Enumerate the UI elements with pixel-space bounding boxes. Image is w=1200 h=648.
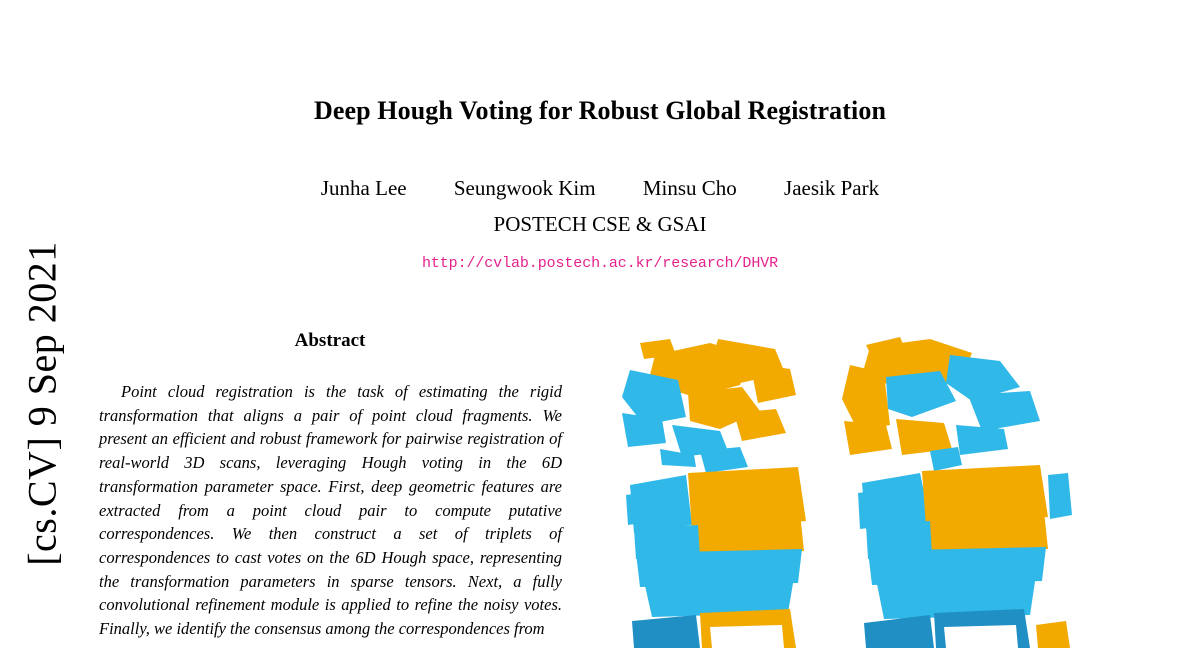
abstract-text: Point cloud registration is the task of estimating the rigid transformation that aligns a pair of point cloud fragments. We present an efficient and robust framework for pairwise registration of real-world 3D scans, leveraging Hough voting in the 6D transformation parameter space. First, deep geometric features are extracted from a point cloud pair to compute putative correspondences. We then construct a set of triplets of correspondences to cast votes on the 6D Hough space, representing the transformation parameters in sparse tensors. Next, a fully convolutional refinement module is applied to refine the noisy votes. Finally, we identify the consensus among the correspondences from: [99, 382, 562, 639]
author: Seungwook Kim: [453, 176, 596, 200]
panel-middle-right-scan: [858, 465, 1072, 619]
abstract-heading: Abstract: [294, 330, 366, 351]
arxiv-stamp: [cs.CV] 9 Sep 2021: [19, 241, 65, 566]
affiliation: POSTECH CSE & GSAI: [493, 212, 707, 236]
page-title: Deep Hough Voting for Robust Global Registration: [313, 96, 887, 125]
panel-middle-left-scan: [626, 467, 806, 617]
author: Jaesik Park: [784, 176, 880, 200]
author: Junha Lee: [320, 176, 407, 200]
project-url-link[interactable]: http://cvlab.postech.ac.kr/research/DHVR: [421, 255, 779, 272]
teaser-figure-svg: [600, 325, 1100, 648]
project-url-line: [0, 255, 1200, 272]
panel-top-right-scan: [842, 337, 1040, 471]
teaser-figure: [600, 325, 1100, 648]
panel-top-left-scan: [622, 339, 796, 473]
author: Minsu Cho: [642, 176, 737, 200]
author-list: [0, 176, 1200, 201]
